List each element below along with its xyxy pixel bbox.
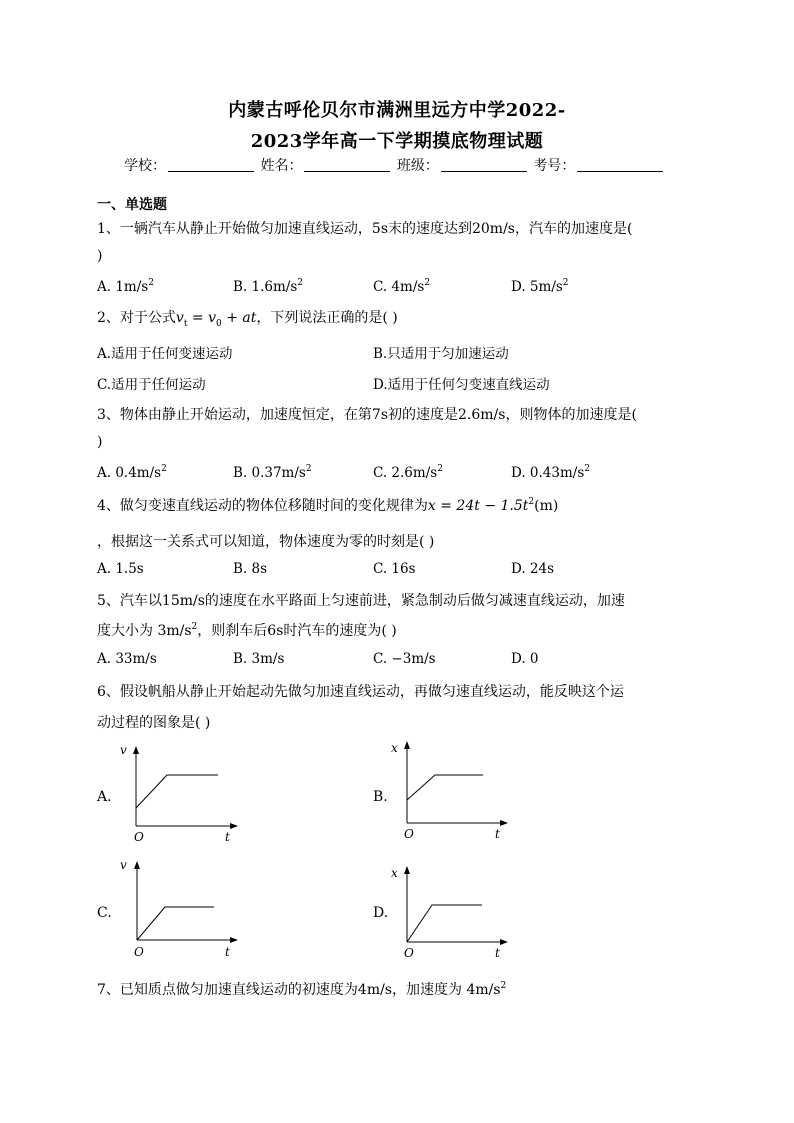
q6-option-c-label[interactable]: C. [97, 905, 112, 921]
x-axis-arrow [230, 937, 238, 943]
superscript: 2 [191, 622, 198, 632]
q6-graph-a [110, 740, 250, 850]
x-axis-arrow [500, 939, 508, 945]
q5-option-b[interactable]: B. 3m/s [233, 651, 285, 667]
question-1-text: 1、一辆汽车从静止开始做匀加速直线运动，5s末的速度达到20m/s，汽车的加速度是( [97, 221, 633, 237]
q3-option-c-text: C. 2.6m/s [373, 465, 438, 481]
q1-option-c-text: C. 4m/s [373, 279, 425, 295]
q3-option-c[interactable] [373, 465, 443, 481]
q4-option-b[interactable]: B. 8s [233, 561, 268, 577]
graph-line [136, 775, 218, 808]
q1-option-d[interactable] [511, 279, 569, 295]
q4-option-d[interactable]: D. 24s [511, 561, 555, 577]
q3-option-b-text: B. 0.37m/s [233, 465, 306, 481]
q2-sub-0: 0 [216, 318, 222, 329]
q5-line2-pre: 度大小为 3m/s [97, 623, 192, 639]
superscript: 2 [562, 278, 569, 288]
q1-option-a-text: A. 1m/s [97, 279, 149, 295]
superscript: 2 [437, 464, 443, 474]
school-label: 学校： [124, 158, 166, 174]
graph-line [137, 907, 214, 940]
superscript: 2 [161, 464, 167, 474]
q6-option-d-label[interactable]: D. [373, 905, 389, 921]
graph-line [407, 905, 482, 942]
q3-option-a-text: A. 0.4m/s [97, 465, 162, 481]
q2-option-c[interactable]: C.适用于任何运动 [97, 377, 206, 393]
origin-label: O [134, 945, 144, 959]
y-axis-label: x [391, 741, 398, 755]
q5-line2-post: ，则刹车后6s时汽车的速度为( ) [197, 623, 397, 639]
q6-option-a-label[interactable]: A. [97, 789, 112, 805]
y-axis-arrow [133, 746, 139, 754]
y-axis-label: v [120, 858, 127, 872]
y-axis-arrow [134, 861, 140, 869]
q4-formula: x = 24t − 1.5t [427, 498, 529, 514]
q2-formula-v: v [175, 310, 184, 326]
name-label: 姓名： [260, 158, 303, 174]
y-axis-label: v [120, 743, 127, 757]
q5-option-d[interactable]: D. 0 [511, 651, 539, 667]
student-info-row [124, 155, 665, 175]
q6-option-b-label[interactable]: B. [373, 789, 388, 805]
q3-option-d[interactable] [511, 465, 590, 481]
exam-number-label: 考号： [533, 158, 576, 174]
y-axis-label: x [391, 866, 398, 880]
x-axis-label: t [495, 827, 500, 841]
page-title-line-1: 内蒙古呼伦贝尔市满洲里远方中学2022- [228, 100, 566, 121]
page-title-line-2: 2023学年高一下学期摸底物理试题 [250, 131, 544, 152]
school-blank[interactable] [168, 157, 254, 172]
q2-option-d[interactable]: D.适用于任何匀变速直线运动 [373, 377, 550, 393]
q4-option-c[interactable]: C. 16s [373, 561, 416, 577]
x-axis-label: t [225, 830, 230, 844]
question-6-text: 6、假设帆船从静止开始起动先做匀加速直线运动，再做匀速直线运动，能反映这个运 [97, 684, 624, 700]
section-heading: 一、单选题 [97, 197, 167, 213]
name-blank[interactable] [304, 157, 390, 172]
q5-option-c[interactable]: C. −3m/s [373, 651, 436, 667]
q1-option-c[interactable] [373, 279, 430, 295]
graph-line [407, 775, 483, 800]
q1-option-d-text: D. 5m/s [511, 279, 563, 295]
q6-graph-d [380, 860, 520, 970]
q4-option-a[interactable]: A. 1.5s [97, 561, 144, 577]
q2-prefix: 2、对于公式 [97, 310, 176, 326]
y-axis-arrow [404, 741, 410, 749]
q7-text: 7、已知质点做匀加速直线运动的初速度为4m/s，加速度为 4m/s [97, 982, 501, 998]
q2-option-b[interactable]: B.只适用于匀加速运动 [373, 346, 509, 362]
class-label: 班级： [396, 158, 439, 174]
q5-option-a[interactable]: A. 33m/s [97, 651, 157, 667]
origin-label: O [404, 946, 414, 960]
superscript: 2 [148, 278, 154, 288]
question-2-text [97, 307, 398, 329]
q3-option-a[interactable] [97, 465, 167, 481]
q6-graph-c [110, 855, 250, 965]
y-axis-arrow [404, 866, 410, 874]
question-4-text-end: ，根据这一关系式可以知道，物体速度为零的时刻是( ) [97, 534, 435, 550]
superscript: 2 [584, 464, 590, 474]
superscript: 2 [424, 278, 431, 288]
q2-formula-eq: = v [187, 310, 217, 326]
q3-option-b[interactable] [233, 465, 312, 481]
q1-option-b-text: B. 1.6m/s [233, 279, 298, 295]
q1-option-b[interactable] [233, 279, 303, 295]
q2-formula-tail: + at [221, 310, 257, 326]
q1-option-a[interactable] [97, 279, 154, 295]
q6-graph-b [380, 735, 520, 845]
x-axis-arrow [500, 820, 508, 826]
q2-sub-t: t [183, 318, 188, 329]
q4-prefix: 4、做匀变速直线运动的物体位移随时间的变化规律为 [97, 498, 428, 514]
x-axis-label: t [495, 946, 500, 960]
q2-option-a[interactable]: A.适用于任何变速运动 [97, 346, 233, 362]
superscript: 2 [305, 464, 312, 474]
question-7-text [97, 979, 506, 999]
x-axis-arrow [230, 823, 238, 829]
question-3-text: 3、物体由静止开始运动，加速度恒定，在第7s初的速度是2.6m/s，则物体的加速度是( [97, 407, 637, 423]
question-1-text-end: ) [97, 248, 103, 264]
q4-formula-unit: (m) [534, 498, 559, 514]
question-5-text: 5、汽车以15m/s的速度在水平路面上匀速前进，紧急制动后做匀减速直线运动，加速 [97, 593, 625, 609]
question-6-text-end: 动过程的图象是( ) [97, 715, 211, 731]
q2-suffix: ，下列说法正确的是( ) [256, 310, 398, 326]
superscript: 2 [500, 981, 507, 991]
x-axis-label: t [225, 945, 230, 959]
question-5-text-line-2 [97, 620, 397, 640]
q3-option-d-text: D. 0.43m/s [511, 465, 585, 481]
superscript: 2 [297, 278, 303, 288]
question-4-text [97, 495, 558, 515]
class-blank[interactable] [441, 157, 527, 172]
question-3-text-end: ) [97, 434, 103, 450]
origin-label: O [404, 827, 414, 841]
exam-number-blank[interactable] [577, 157, 663, 172]
origin-label: O [134, 830, 144, 844]
superscript: 2 [528, 497, 535, 507]
